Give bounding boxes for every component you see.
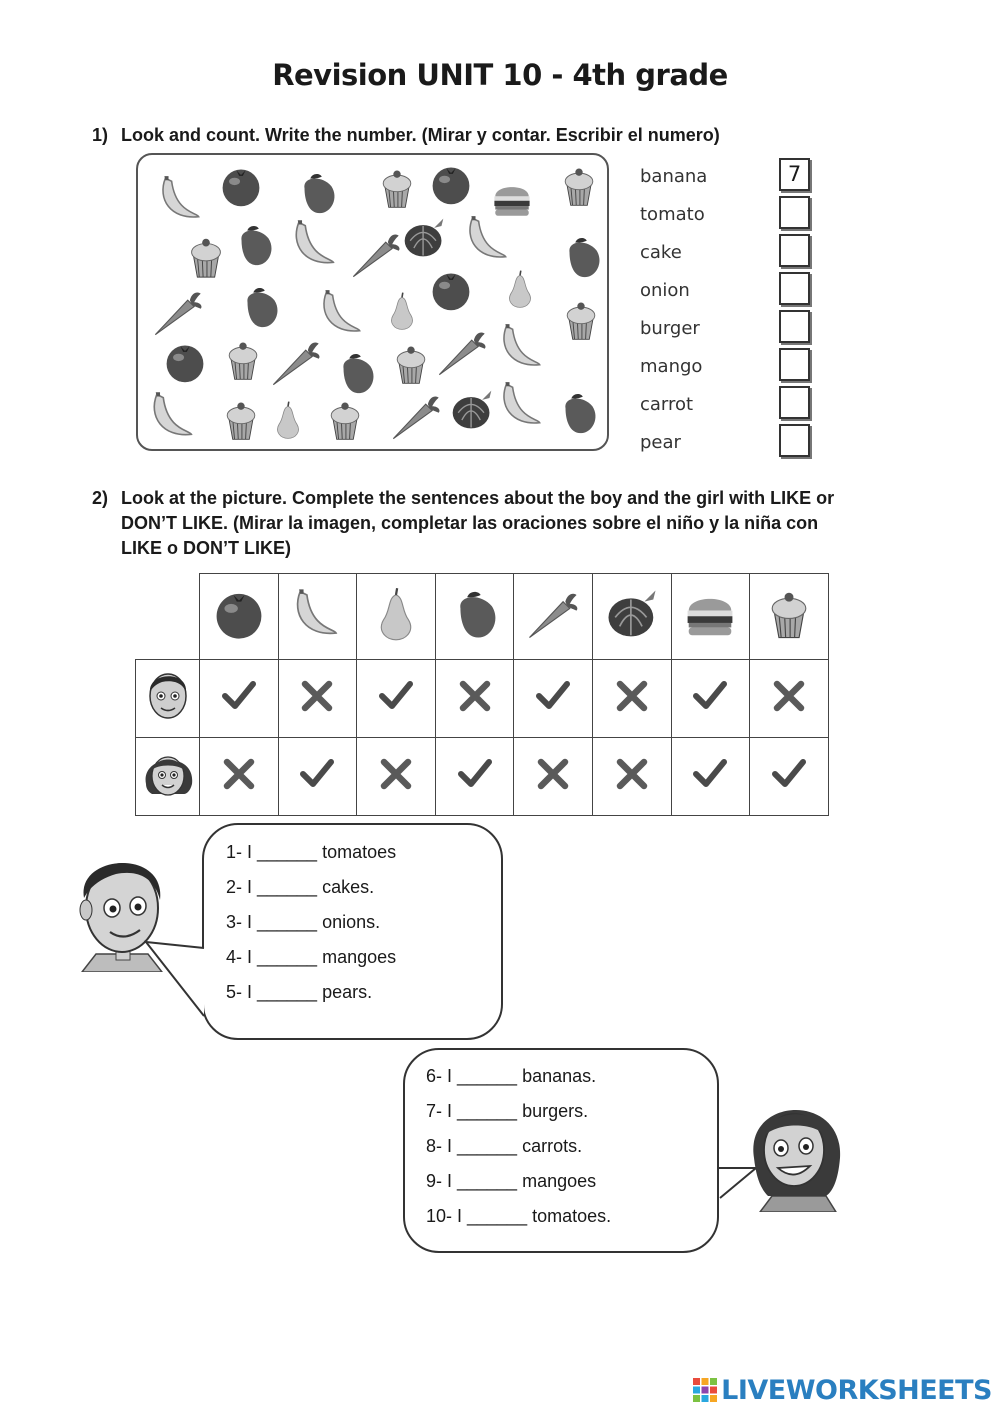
sentence-line: 7- I ______ burgers. — [426, 1101, 589, 1121]
page-title: Revision UNIT 10 - 4th grade — [272, 58, 728, 92]
boy-bubble-tail — [140, 900, 206, 1030]
sentence-line: 8- I ______ carrots. — [426, 1136, 583, 1156]
table-face-boy — [136, 660, 200, 738]
table-header-banana — [278, 574, 357, 660]
sentence-line: 2- I ______ cakes. — [226, 877, 375, 897]
section1-text: Look and count. Write the number. (Mirar y contar. Escribir el numero) — [121, 125, 720, 145]
table-corner — [136, 574, 200, 660]
table-cell — [750, 738, 829, 816]
table-cell — [592, 738, 671, 816]
check-icon — [297, 754, 337, 794]
table-cell — [671, 738, 750, 816]
banana-icon — [494, 321, 550, 373]
mango-icon — [236, 283, 284, 331]
likes-table — [135, 573, 829, 816]
carrot-icon — [348, 227, 404, 281]
check-icon — [533, 676, 573, 716]
check-icon — [769, 754, 809, 794]
table-header-cake — [750, 574, 829, 660]
count-input-burger[interactable] — [779, 310, 810, 343]
banana-icon — [460, 213, 516, 265]
check-icon — [376, 676, 416, 716]
tomato-icon — [428, 161, 474, 207]
mango-icon — [332, 349, 380, 397]
count-input-pear[interactable] — [779, 424, 810, 457]
girl-illustration — [748, 1088, 844, 1212]
table-cell — [200, 660, 279, 738]
table-header-mango — [435, 574, 514, 660]
count-label-cake: cake — [640, 242, 682, 263]
count-input-tomato[interactable] — [779, 196, 810, 229]
mango-icon — [558, 233, 606, 281]
sentence-line: 9- I ______ mangoes — [426, 1171, 597, 1191]
tomato-icon — [218, 163, 264, 209]
mango-icon — [554, 389, 602, 437]
liveworksheets-logo[interactable] — [692, 1373, 992, 1407]
banana-icon — [314, 287, 370, 339]
food-picture-box — [136, 153, 609, 451]
liveworksheets-brand: LIVEWORKSHEETS — [721, 1374, 992, 1406]
cake-icon — [322, 397, 368, 443]
sentence-line: 3- I ______ onions. — [226, 912, 381, 932]
liveworksheets-logo-icon — [692, 1377, 718, 1403]
carrot-icon — [434, 325, 490, 379]
cake-icon — [388, 341, 434, 387]
cake-icon — [220, 337, 266, 383]
onion-icon — [604, 586, 660, 642]
count-label-burger: burger — [640, 318, 700, 339]
tomato-icon — [162, 339, 208, 385]
table-header-carrot — [514, 574, 593, 660]
section2-line-1: Look at the picture. Complete the sentences about the boy and the girl with LIKE or — [121, 488, 835, 508]
section2-line-3: LIKE o DON’T LIKE) — [121, 538, 291, 558]
sentence-line: 1- I ______ tomatoes — [226, 842, 397, 862]
banana-icon — [494, 379, 550, 431]
onion-icon — [400, 215, 448, 261]
table-header-pear — [357, 574, 436, 660]
table-row-boy — [136, 660, 829, 738]
banana-icon — [286, 217, 344, 271]
count-label-mango: mango — [640, 356, 703, 377]
mango-icon — [230, 221, 278, 269]
table-cell — [200, 738, 279, 816]
carrot-icon — [268, 335, 324, 389]
pear-icon — [382, 285, 422, 337]
cake-icon — [558, 297, 604, 343]
banana-icon — [144, 389, 202, 443]
banana-icon — [152, 173, 210, 225]
table-cell — [592, 660, 671, 738]
sentence-line: 6- I ______ bananas. — [426, 1066, 597, 1086]
table-cell — [671, 660, 750, 738]
count-input-banana[interactable]: 7 — [779, 158, 810, 191]
tomato-icon — [211, 586, 267, 642]
count-label-onion: onion — [640, 280, 690, 301]
carrot-icon — [150, 285, 206, 339]
cross-icon — [297, 676, 337, 716]
cross-icon — [769, 676, 809, 716]
table-cell — [357, 660, 436, 738]
carrot-icon — [388, 389, 444, 443]
cake-icon — [182, 233, 230, 281]
cross-icon — [612, 676, 652, 716]
table-cell — [278, 738, 357, 816]
table-header-burger — [671, 574, 750, 660]
cross-icon — [219, 754, 259, 794]
table-cell — [514, 738, 593, 816]
tomato-icon — [428, 267, 474, 313]
boy-face-icon — [138, 662, 198, 730]
check-icon — [219, 676, 259, 716]
cross-icon — [533, 754, 573, 794]
cake-icon — [761, 586, 817, 642]
table-face-girl — [136, 738, 200, 816]
section2-line-2: DON’T LIKE. (Mirar la imagen, completar las oraciones sobre el niño y la niña con — [121, 513, 819, 533]
pear-icon — [268, 395, 308, 445]
count-label-banana: banana — [640, 166, 708, 187]
check-icon — [690, 676, 730, 716]
table-header-tomato — [200, 574, 279, 660]
count-label-tomato: tomato — [640, 204, 705, 225]
mango-icon — [447, 586, 503, 642]
table-cell — [514, 660, 593, 738]
count-label-carrot: carrot — [640, 394, 694, 415]
carrot-icon — [525, 586, 581, 642]
count-label-pear: pear — [640, 432, 681, 453]
sentence-line: 5- I ______ pears. — [226, 982, 373, 1002]
count-input-carrot[interactable] — [779, 386, 810, 419]
girl-face-icon — [138, 740, 198, 808]
cake-icon — [374, 165, 420, 211]
mango-icon — [293, 169, 341, 217]
section2-number: 2) — [92, 488, 109, 508]
section1-number: 1) — [92, 125, 109, 145]
cross-icon — [612, 754, 652, 794]
table-cell — [435, 738, 514, 816]
count-input-cake[interactable] — [779, 234, 810, 267]
table-row-girl — [136, 738, 829, 816]
cake-icon — [218, 397, 264, 443]
check-icon — [455, 754, 495, 794]
cake-icon — [556, 163, 602, 209]
pear-icon — [368, 586, 424, 642]
sentence-line: 10- I ______ tomatoes. — [426, 1206, 612, 1226]
table-header-onion — [592, 574, 671, 660]
onion-icon — [448, 387, 496, 433]
banana-icon — [289, 586, 345, 642]
table-cell — [435, 660, 514, 738]
check-icon — [690, 754, 730, 794]
cross-icon — [455, 676, 495, 716]
count-input-mango[interactable] — [779, 348, 810, 381]
cross-icon — [376, 754, 416, 794]
table-cell — [278, 660, 357, 738]
count-input-onion[interactable] — [779, 272, 810, 305]
pear-icon — [500, 263, 540, 315]
burger-icon — [682, 586, 738, 642]
table-cell — [750, 660, 829, 738]
sentence-line: 4- I ______ mangoes — [226, 947, 397, 967]
table-cell — [357, 738, 436, 816]
